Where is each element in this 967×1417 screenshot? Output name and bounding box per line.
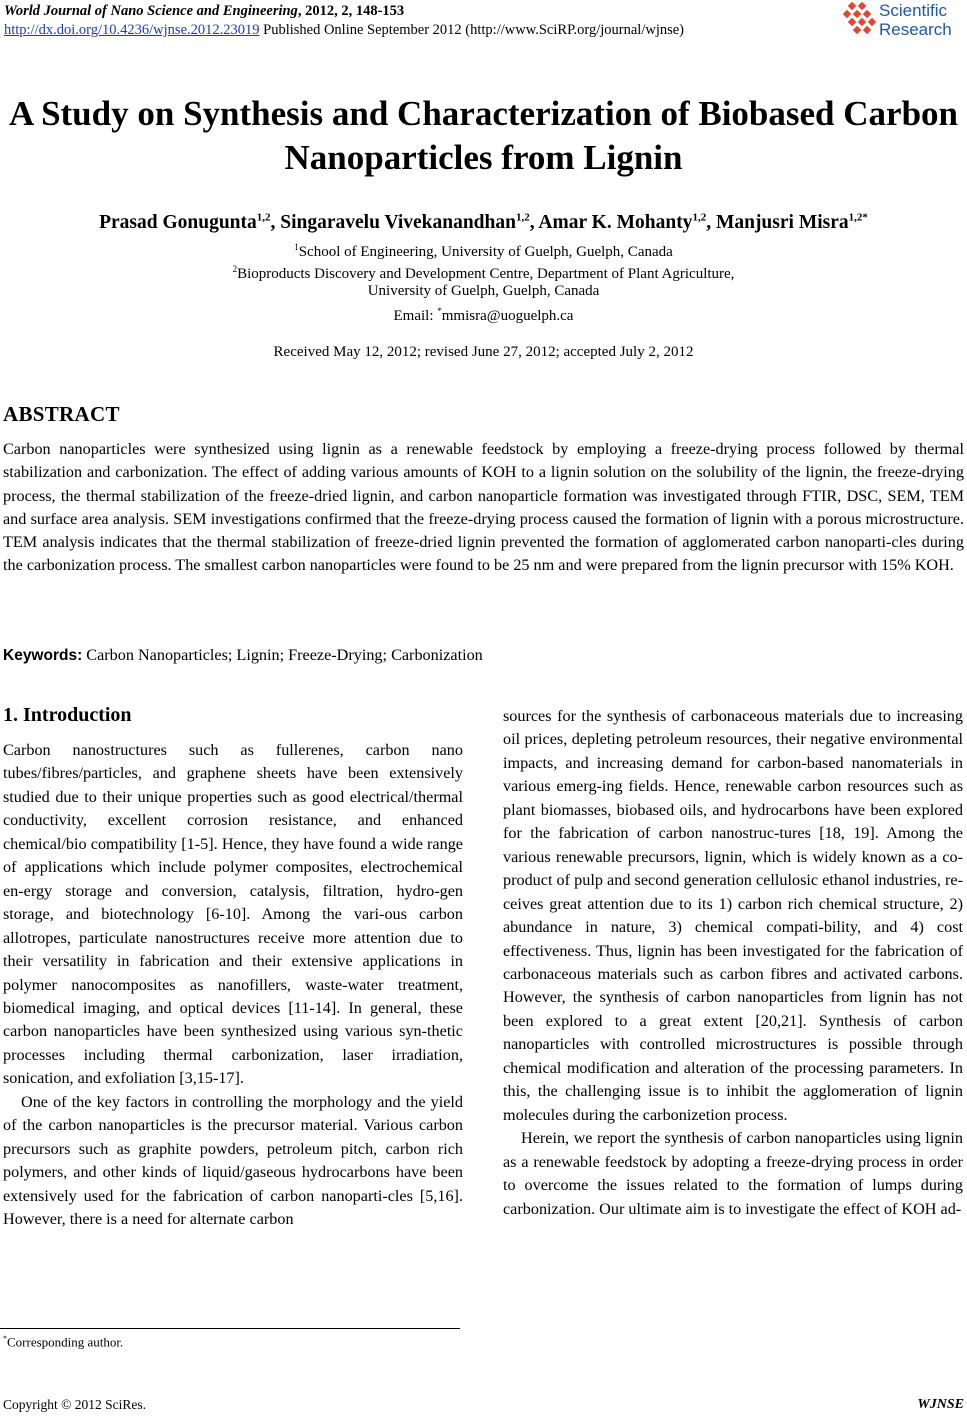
doi-line	[4, 21, 684, 40]
paragraph: Herein, we report the synthesis of carbon nanoparticles using lignin as a renewable feedstock by adopting a freeze-drying process in order to overcome the issues related to the formation of lumps during carbonization. Our ultimate aim is to investigate the effect of KOH ad-	[503, 1129, 963, 1218]
right-column	[503, 705, 963, 1221]
logo-line-1: Scientific	[879, 1, 948, 20]
author: Singaravelu Vivekanandhan$^{1,2}$,	[280, 211, 539, 233]
affiliation-2-cont: University of Guelph, Guelph, Canada	[367, 283, 600, 299]
journal-header	[4, 2, 684, 40]
paragraph: sources for the synthesis of carbonaceous materials due to increasing oil prices, depleting petroleum resources, their negative environmental impacts, and increasing demand for carbon-based nanomaterials in various emerg-ing fields. Hence, renewable carbon resources such as plant biomasses, biobased oils, and hydrocarbons have been explored for the fabrication of carbon nanostruc-tures [18, 19]. Among the various renewable precursors, lignin, which is widely known as a co-product of pulp and second generation cellulosic ethanol industries, re-ceives great attention due to its 1) carbon rich chemical structure, 2) abundance in nature, 3) chemical compati-bility, and 4) cost effectiveness. Thus, lignin has been investigated for the fabrication of carbonaceous materials such as carbon fibres and activated carbons. However, the synthesis of carbon nanoparticles from lignin has not been explored to a great extent [20,21]. Synthesis of carbon nanoparticles with controlled microstructures is possible through chemical modification and alteration of the processing parameters. In this, the challenging issue is to inhibit the agglomeration of lignin molecules during the carbonizetion process.	[503, 707, 963, 1124]
journal-citation-line	[4, 2, 684, 21]
corresponding-email: Email: *mmisra@uoguelph.ca	[393, 306, 574, 324]
logo-wordmark	[879, 1, 952, 39]
paper-title: A Study on Synthesis and Characterization of Biobased Carbon Nanoparticles from Lignin	[8, 94, 959, 177]
abstract-heading: ABSTRACT	[3, 402, 120, 426]
left-column	[3, 739, 463, 1232]
received-dates: Received May 12, 2012; revised June 27, 2012; accepted July 2, 2012	[273, 344, 694, 360]
paragraph: One of the key factors in controlling the morphology and the yield of the carbon nanoparticles is the precursor material. Various carbon precursors such as graphite powders, petroleum pitch, carbon rich polymers, and other kinds of liquid/gaseous hydrocarbons have been extensively used for the fabrication of carbon nanoparti-cles [5,16]. However, there is a need for alternate carbon	[3, 1092, 463, 1229]
affiliation-2: $^2$Bioproducts Discovery and Development Centre, Department of Plant Agriculture,	[232, 264, 735, 282]
abstract-body: Carbon nanoparticles were synthesized using lignin as a renewable feedstock by employing a freeze-drying process followed by thermal stabilization and carbonization. The effect of adding various amounts of KOH to a lignin solution on the solubility of the lignin, the freeze-drying process, the thermal stabilization of the freeze-dried lignin, and carbon nanoparticle formation was investigated through FTIR, DSC, SEM, TEM and surface area analysis. SEM investigations confirmed that the freeze-drying process caused the formation of lignin with a porous microstructure. TEM analysis indicates that the thermal stabilization of freeze-dried lignin prevented the formation of agglomerated carbon nanoparti-cles during the carbonization process. The smallest carbon nanoparticles were found to be 25 nm and were prepared from the lignin precursor with 15% KOH.	[3, 440, 964, 575]
copyright: Copyright © 2012 SciRes.	[3, 1397, 147, 1412]
keywords-label: Keywords:	[3, 647, 83, 664]
logo-diamonds-icon	[843, 2, 877, 40]
author-list	[0, 211, 967, 234]
paragraph: Carbon nanostructures such as fullerenes, carbon nano tubes/fibres/particles, and graphene sheets have been extensively studied due to their unique properties such as good electrical/thermal conductivity, excellent corrosion resistance, and enhanced chemical/bio compatibility [1-5]. Hence, they have found a wide range of applications which include polymer composites, electrochemical en-ergy storage and conversion, catalysis, filtration, hydro-gen storage, and biotechnology [6-10]. Among the vari-ous carbon allotropes, particulate nanostructures receive more attention due to their versatility in fabrication and their extensive applications in polymer nanocomposites as nanofillers, waste-water treatment, biomedical imaging, and optical devices [11-14]. In general, these carbon nanoparticles have been synthesized using various syn-thetic processes including thermal carbonization, laser irradiation, sonication, and exfoliation [3,15-17].	[3, 741, 463, 1088]
journal-volume-pages: , 2012, 2, 148-153	[297, 3, 405, 19]
footnote-divider	[0, 1328, 460, 1329]
footnote: *Corresponding author.	[3, 1334, 124, 1350]
journal-abbreviation: WJNSE	[917, 1397, 964, 1412]
section-heading-introduction: 1. Introduction	[3, 704, 132, 726]
affiliation-1: $^1$School of Engineering, University of Guelph, Guelph, Canada	[294, 242, 673, 260]
logo-line-2: Research	[879, 20, 952, 39]
scientific-research-logo	[843, 0, 965, 42]
author: Prasad Gonugunta$^{1,2}$,	[99, 211, 281, 233]
published-online: Published Online September 2012 (http://www.SciRP.org/journal/wjnse)	[259, 22, 685, 38]
author: Amar K. Mohanty$^{1,2}$,	[538, 211, 716, 233]
keywords	[3, 646, 483, 665]
author: Manjusri Misra$^{1,2*}$	[715, 211, 868, 233]
doi-link[interactable]: http://dx.doi.org/10.4236/wjnse.2012.23019	[4, 22, 260, 38]
keywords-text: Carbon Nanoparticles; Lignin; Freeze-Drying; Carbonization	[82, 646, 483, 664]
journal-name: World Journal of Nano Science and Engineering	[4, 3, 298, 19]
